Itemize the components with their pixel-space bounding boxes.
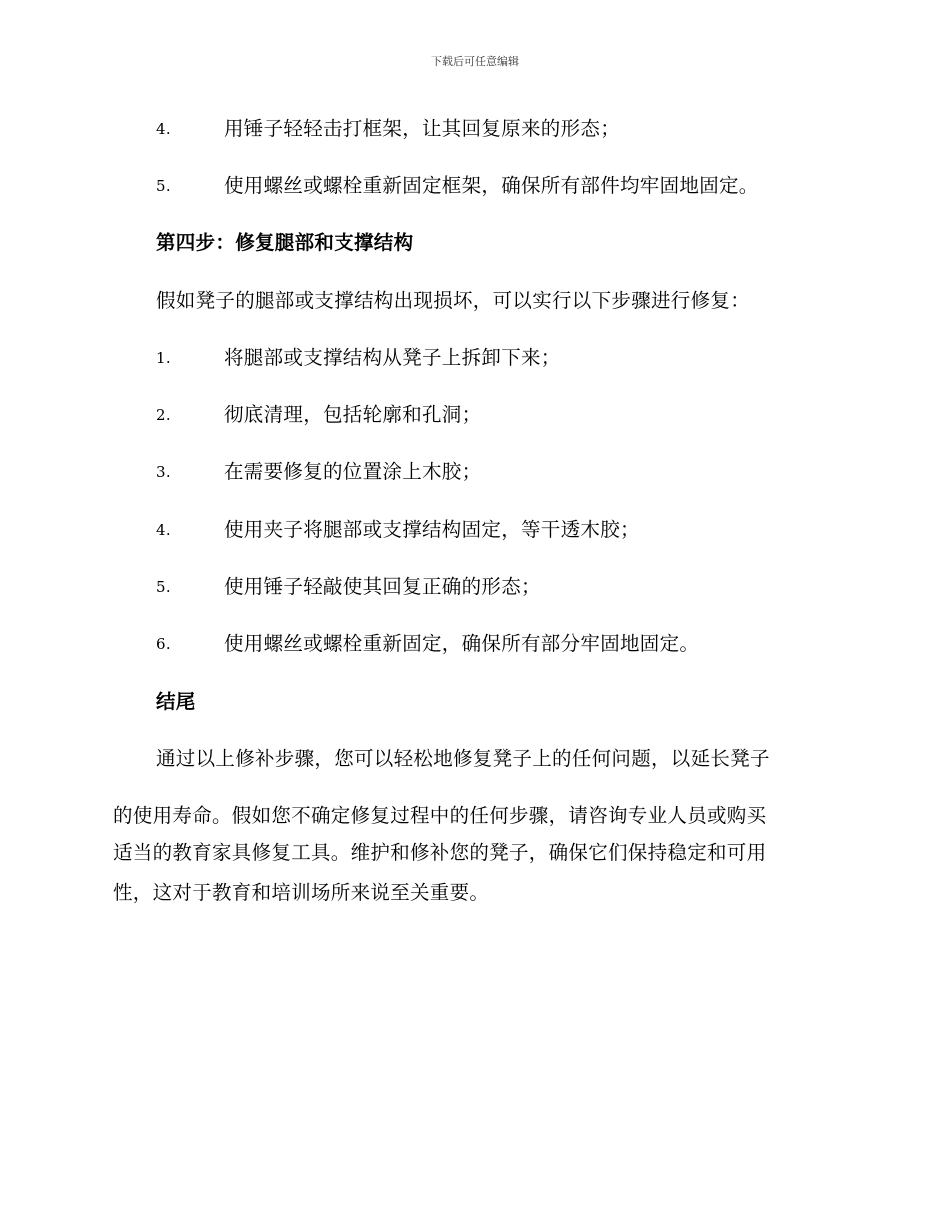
list-item-number: 5. bbox=[156, 177, 171, 195]
paragraph-line: 性，这对于教育和培训场所来说至关重要。 bbox=[113, 881, 490, 904]
section-intro: 假如凳子的腿部或支撑结构出现损坏，可以实行以下步骤进行修复： bbox=[156, 289, 751, 312]
section-heading-step4: 第四步：修复腿部和支撑结构 bbox=[156, 231, 414, 254]
list-item-number: 3. bbox=[156, 463, 171, 481]
list-item-text: 使用螺丝或螺栓重新固定框架，确保所有部件均牢固地固定。 bbox=[224, 174, 759, 197]
paragraph-line: 适当的教育家具修复工具。维护和修补您的凳子，确保它们保持稳定和可用 bbox=[113, 841, 767, 864]
list-item-text: 将腿部或支撑结构从凳子上拆卸下来； bbox=[224, 346, 561, 369]
list-item-number: 2. bbox=[156, 406, 171, 424]
section-heading-ending: 结尾 bbox=[156, 690, 196, 713]
list-item-text: 使用锤子轻敲使其回复正确的形态； bbox=[224, 575, 541, 598]
list-item-text: 用锤子轻轻击打框架，让其回复原来的形态； bbox=[224, 117, 621, 140]
list-item-number: 4. bbox=[156, 120, 171, 138]
list-item-text: 使用夹子将腿部或支撑结构固定，等干透木胶； bbox=[224, 518, 640, 541]
list-item-number: 6. bbox=[156, 635, 171, 653]
paragraph-line: 通过以上修补步骤，您可以轻松地修复凳子上的任何问题，以延长凳子 bbox=[156, 747, 770, 770]
list-item-text: 使用螺丝或螺栓重新固定，确保所有部分牢固地固定。 bbox=[224, 632, 700, 655]
list-item-text: 彻底清理，包括轮廓和孔洞； bbox=[224, 403, 482, 426]
list-item-number: 4. bbox=[156, 521, 171, 539]
list-item-number: 1. bbox=[156, 349, 171, 367]
list-item-text: 在需要修复的位置涂上木胶； bbox=[224, 460, 482, 483]
page-header: 下载后可任意编辑 bbox=[431, 55, 519, 68]
paragraph-line: 的使用寿命。假如您不确定修复过程中的任何步骤，请咨询专业人员或购买 bbox=[113, 804, 767, 827]
list-item-number: 5. bbox=[156, 578, 171, 596]
